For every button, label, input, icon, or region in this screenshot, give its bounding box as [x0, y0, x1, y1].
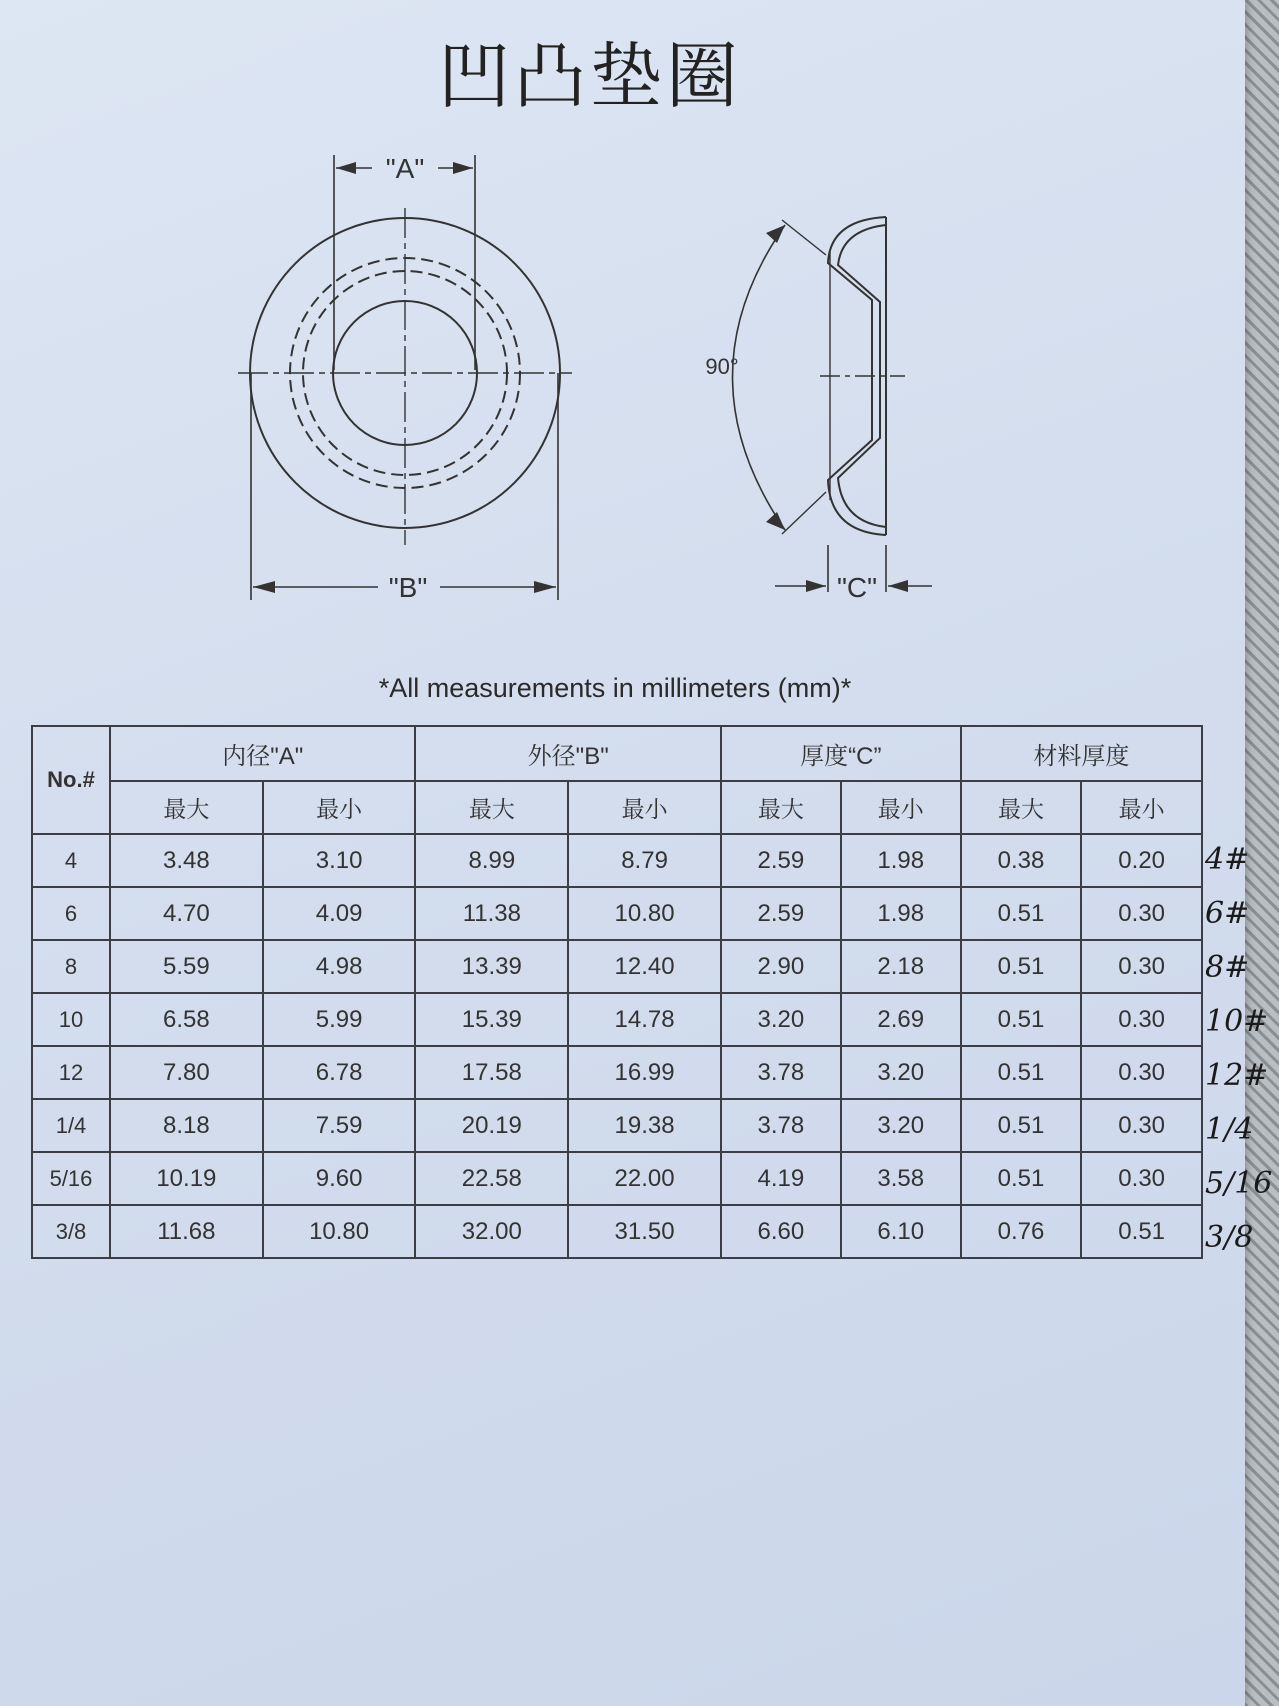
- column-header-no: No.#: [32, 726, 110, 834]
- value-cell-b-max: 13.39: [415, 940, 568, 993]
- value-cell-a-min: 6.78: [263, 1046, 416, 1099]
- table-row: [32, 1152, 1202, 1205]
- value-cell-b-min: 22.00: [568, 1152, 721, 1205]
- subheader-min: 最小: [1081, 781, 1202, 834]
- value-cell-b-max: 20.19: [415, 1099, 568, 1152]
- value-cell-a-max: 11.68: [110, 1205, 263, 1258]
- size-number-cell: 4: [32, 834, 110, 887]
- value-cell-b-max: 8.99: [415, 834, 568, 887]
- value-cell-b-min: 31.50: [568, 1205, 721, 1258]
- value-cell-t-min: 0.30: [1081, 1099, 1202, 1152]
- value-cell-c-min: 3.20: [841, 1046, 961, 1099]
- table-row: [32, 993, 1202, 1046]
- value-cell-b-max: 11.38: [415, 887, 568, 940]
- value-cell-a-max: 10.19: [110, 1152, 263, 1205]
- size-number-cell: 12: [32, 1046, 110, 1099]
- value-cell-t-max: 0.76: [961, 1205, 1082, 1258]
- value-cell-c-max: 2.59: [721, 887, 841, 940]
- value-cell-c-min: 2.69: [841, 993, 961, 1046]
- handwritten-size-note: 10#: [1205, 1004, 1269, 1039]
- value-cell-a-min: 7.59: [263, 1099, 416, 1152]
- subheader-max: 最大: [961, 781, 1082, 834]
- value-cell-b-min: 12.40: [568, 940, 721, 993]
- subheader-min: 最小: [263, 781, 416, 834]
- value-cell-c-max: 3.78: [721, 1046, 841, 1099]
- measurement-note: *All measurements in millimeters (mm)*: [378, 673, 852, 703]
- value-cell-a-max: 4.70: [110, 887, 263, 940]
- table-row: [32, 834, 1202, 887]
- value-cell-c-min: 1.98: [841, 887, 961, 940]
- size-number-cell: 1/4: [32, 1099, 110, 1152]
- value-cell-c-min: 3.20: [841, 1099, 961, 1152]
- value-cell-c-max: 4.19: [721, 1152, 841, 1205]
- table-row: [32, 1099, 1202, 1152]
- value-cell-a-max: 7.80: [110, 1046, 263, 1099]
- value-cell-t-min: 0.30: [1081, 887, 1202, 940]
- value-cell-c-max: 2.59: [721, 834, 841, 887]
- value-cell-b-min: 10.80: [568, 887, 721, 940]
- value-cell-b-min: 19.38: [568, 1099, 721, 1152]
- page-title: 凹凸垫圈: [437, 34, 742, 118]
- value-cell-a-min: 9.60: [263, 1152, 416, 1205]
- size-number-cell: 3/8: [32, 1205, 110, 1258]
- value-cell-t-min: 0.30: [1081, 940, 1202, 993]
- value-cell-c-max: 6.60: [721, 1205, 841, 1258]
- value-cell-t-max: 0.38: [961, 834, 1082, 887]
- value-cell-a-max: 6.58: [110, 993, 263, 1046]
- table-body: [32, 834, 1202, 1258]
- subheader-max: 最大: [415, 781, 568, 834]
- handwritten-size-note: 4#: [1205, 842, 1250, 877]
- value-cell-a-min: 5.99: [263, 993, 416, 1046]
- size-number-cell: 5/16: [32, 1152, 110, 1205]
- value-cell-t-max: 0.51: [961, 993, 1082, 1046]
- size-number-cell: 6: [32, 887, 110, 940]
- table-row: [32, 887, 1202, 940]
- value-cell-c-max: 2.90: [721, 940, 841, 993]
- subheader-min: 最小: [568, 781, 721, 834]
- value-cell-a-min: 3.10: [263, 834, 416, 887]
- column-group-material-thickness: 材料厚度: [961, 726, 1202, 781]
- handwritten-size-note: 3/8: [1205, 1220, 1254, 1255]
- table-header-row: [32, 726, 1202, 781]
- angle-label: 90°: [705, 354, 739, 379]
- value-cell-a-max: 3.48: [110, 834, 263, 887]
- value-cell-a-min: 4.98: [263, 940, 416, 993]
- table-row: [32, 1046, 1202, 1099]
- value-cell-t-min: 0.51: [1081, 1205, 1202, 1258]
- column-group-outer-diameter: 外径"B": [415, 726, 720, 781]
- value-cell-b-max: 17.58: [415, 1046, 568, 1099]
- handwritten-size-note: 6#: [1205, 896, 1250, 931]
- value-cell-t-min: 0.30: [1081, 993, 1202, 1046]
- washer-spec-table: [31, 725, 1203, 1259]
- value-cell-b-max: 22.58: [415, 1152, 568, 1205]
- subheader-max: 最大: [110, 781, 263, 834]
- value-cell-t-max: 0.51: [961, 1152, 1082, 1205]
- value-cell-c-max: 3.78: [721, 1099, 841, 1152]
- handwritten-size-note: 5/16: [1205, 1166, 1273, 1201]
- washer-technical-drawing: [0, 0, 1240, 640]
- dimension-b-label: "B": [388, 572, 428, 603]
- handwritten-size-note: 1/4: [1205, 1112, 1254, 1147]
- value-cell-a-min: 10.80: [263, 1205, 416, 1258]
- column-group-inner-diameter: 内径"A": [110, 726, 415, 781]
- value-cell-c-min: 3.58: [841, 1152, 961, 1205]
- value-cell-b-max: 15.39: [415, 993, 568, 1046]
- value-cell-c-min: 6.10: [841, 1205, 961, 1258]
- angle-arc: [733, 225, 786, 530]
- column-group-thickness: 厚度“C”: [721, 726, 961, 781]
- table-subheader-row: [32, 781, 1202, 834]
- handwritten-size-note: 8#: [1205, 950, 1250, 985]
- value-cell-t-max: 0.51: [961, 887, 1082, 940]
- dimension-c-label: "C": [836, 572, 878, 603]
- value-cell-t-max: 0.51: [961, 1046, 1082, 1099]
- value-cell-a-max: 5.59: [110, 940, 263, 993]
- value-cell-b-max: 32.00: [415, 1205, 568, 1258]
- value-cell-t-min: 0.30: [1081, 1046, 1202, 1099]
- size-number-cell: 10: [32, 993, 110, 1046]
- value-cell-t-min: 0.30: [1081, 1152, 1202, 1205]
- value-cell-b-min: 16.99: [568, 1046, 721, 1099]
- subheader-min: 最小: [841, 781, 961, 834]
- value-cell-a-min: 4.09: [263, 887, 416, 940]
- value-cell-c-min: 2.18: [841, 940, 961, 993]
- value-cell-c-max: 3.20: [721, 993, 841, 1046]
- handwritten-size-note: 12#: [1205, 1058, 1269, 1093]
- value-cell-a-max: 8.18: [110, 1099, 263, 1152]
- value-cell-c-min: 1.98: [841, 834, 961, 887]
- value-cell-t-min: 0.20: [1081, 834, 1202, 887]
- table-row: [32, 1205, 1202, 1258]
- value-cell-b-min: 8.79: [568, 834, 721, 887]
- dimension-a-label: "A": [385, 153, 425, 184]
- value-cell-b-min: 14.78: [568, 993, 721, 1046]
- subheader-max: 最大: [721, 781, 841, 834]
- value-cell-t-max: 0.51: [961, 940, 1082, 993]
- size-number-cell: 8: [32, 940, 110, 993]
- table-row: [32, 940, 1202, 993]
- value-cell-t-max: 0.51: [961, 1099, 1082, 1152]
